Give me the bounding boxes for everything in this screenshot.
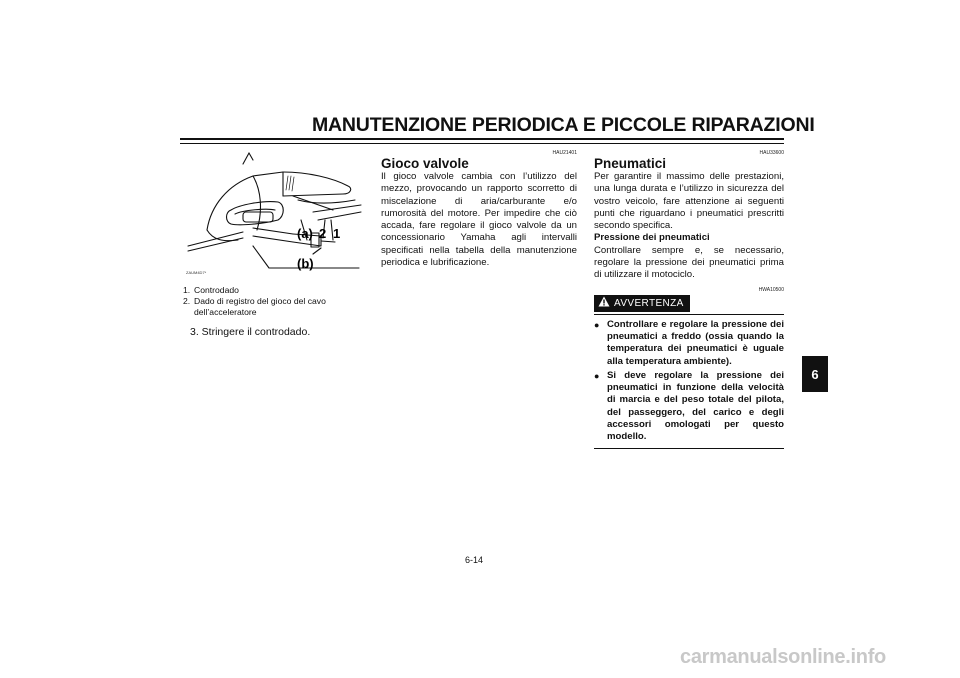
bullet-icon: ● — [594, 370, 600, 381]
section-title: Gioco valvole — [381, 156, 469, 171]
page-number: 6-14 — [465, 555, 484, 565]
warning-item-text: Controllare e regolare la pressione dei pneumatici a freddo (ossia quando la temperatura dei pneumatici è uguale alla temperatura ambiente). — [607, 318, 784, 367]
callout-2: 2 — [319, 226, 327, 241]
legend-item — [183, 285, 363, 296]
warning-header — [594, 295, 784, 312]
section-title: Pneumatici — [594, 156, 667, 171]
warning-item-text: Si deve regolare la pressione dei pneumatici in funzione della velocità di marcia e del peso totale del pilota, del passeggero, del carico e degli accessori omologati per questo modello. — [607, 369, 784, 443]
section-ref-code: HAU21401 — [552, 150, 577, 156]
warning-label-box — [594, 295, 690, 312]
tyres-section — [594, 150, 784, 449]
throttle-adjuster-illustration — [183, 150, 363, 281]
warning-triangle-icon — [598, 296, 610, 311]
warning-item — [594, 319, 784, 368]
watermark-link[interactable]: carmanualsonline.info — [680, 646, 886, 668]
callout-b: (b) — [297, 256, 314, 271]
callout-1: 1 — [333, 226, 341, 241]
warning-label: AVVERTENZA — [614, 297, 684, 309]
warning-list — [594, 319, 784, 444]
legend-text: Dado di registro del gioco del cavo dell’acceleratore — [194, 296, 326, 317]
section-ref-code: HAU33600 — [759, 150, 784, 156]
throttle-adjuster-figure — [183, 150, 363, 281]
valve-clearance-section — [381, 150, 577, 269]
legend-item — [183, 296, 363, 318]
legend-text: Controdado — [194, 285, 239, 295]
header-rule-thin — [180, 143, 784, 144]
warning-rule-top — [594, 314, 784, 315]
page-title: MANUTENZIONE PERIODICA E PICCOLE RIPARAZIONI — [312, 114, 815, 136]
legend-number: 2. — [183, 296, 191, 306]
step-text: 3. Stringere il controdado. — [190, 326, 311, 338]
bullet-icon: ● — [594, 319, 600, 330]
figure-legend — [183, 285, 363, 318]
callout-a: (a) — [297, 226, 313, 241]
subsection-body: Controllare sempre e, se necessario, regolare la pressione dei pneumatici prima di utilizzare il motociclo. — [594, 244, 784, 281]
warning-ref-code: HWA10500 — [758, 286, 784, 293]
warning-item — [594, 370, 784, 444]
subsection-heading: Pressione dei pneumatici — [594, 232, 710, 244]
section-intro: Per garantire il massimo delle prestazioni, una lunga durata e l’utilizzo in sicurezza del vostro veicolo, fare attenzione ai seguenti punti che riguardano i pneumatici prescritti secondo specifica. — [594, 171, 784, 232]
warning-rule-bottom — [594, 448, 784, 449]
figure-code: ZAUM4D7* — [186, 270, 207, 275]
section-body: Il gioco valvole cambia con l’utilizzo del mezzo, provocando un rapporto scorretto di miscelazione di aria/carburante e/o rumorosità del motore. Per impedire che ciò accada, fare regolare il gioco valvole da un concessionario Yamaha agli intervalli specificati nella tabella della manutenzione periodica e lubrificazione. — [381, 171, 577, 269]
legend-number: 1. — [183, 285, 191, 295]
chapter-tab[interactable]: 6 — [802, 356, 828, 392]
header-rule — [180, 138, 784, 140]
